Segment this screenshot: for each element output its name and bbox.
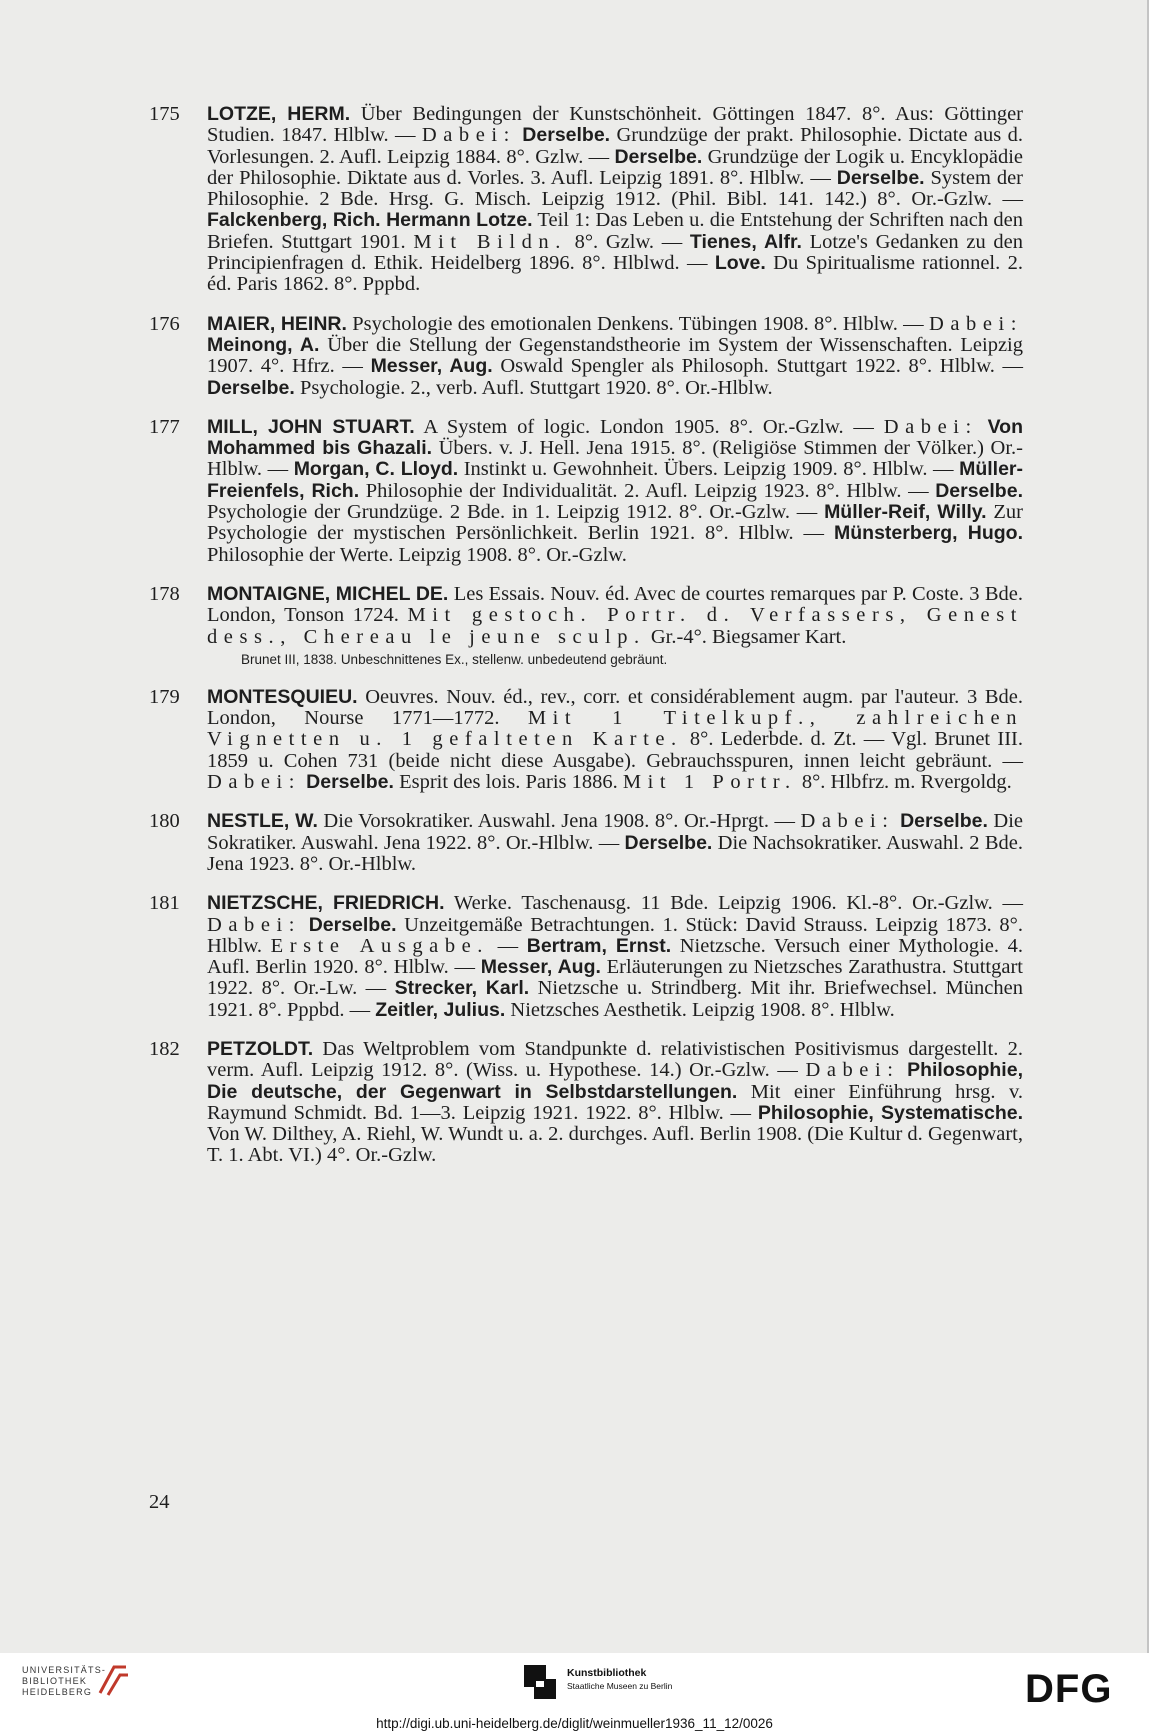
- text-run: Unzeitgemäße Betrachtungen. 1. Stück: David Strauss. Leipzig 1873. 8°. Hlblw.: [207, 913, 1024, 957]
- bold-heading: Strecker, Karl.: [394, 977, 530, 1000]
- lot-number: 179: [149, 685, 180, 708]
- text-run: A System of logic. London 1905. 8°. Or.-Gzlw. —: [414, 415, 884, 438]
- bold-heading: MILL, JOHN STUART.: [207, 415, 415, 438]
- text-run: —: [488, 934, 527, 957]
- bold-heading: Love.: [714, 252, 766, 275]
- bold-heading: Zeitler, Julius.: [375, 998, 506, 1021]
- lot-description: [207, 1039, 1023, 1167]
- spaced-emphasis: Mit 1 Portr.: [622, 771, 797, 794]
- catalog-entry: [149, 417, 1023, 566]
- bold-heading: Müller-Reif, Willy.: [824, 501, 987, 524]
- lot-number: 178: [149, 582, 180, 605]
- text-run: 8°. Lederbde. d. Zt. — Vgl. Brunet III. 1859 u. Cohen 731 (beide nicht diese Ausgabe). Gebrauchsspuren, innen leicht gebräunt. —: [207, 728, 1023, 772]
- text-run: Die Vorsokratiker. Auswahl. Jena 1908. 8°. Or.-Hprgt. —: [317, 810, 801, 833]
- bold-heading: Tienes, Alfr.: [689, 230, 802, 253]
- lot-number: 175: [149, 103, 180, 125]
- lot-number: 182: [149, 1037, 180, 1060]
- text-run: Die Sokratiker. Auswahl. Jena 1922. 8°. Or.-Hlblw. —: [207, 810, 1024, 854]
- catalog-entry: [149, 584, 1023, 669]
- text-run: Übers. v. J. Hell. Jena 1915. 8°. (Religiöse Stimmen der Völker.) Or.-Hlblw. —: [207, 437, 1023, 481]
- bold-heading: Derselbe.: [614, 145, 703, 168]
- spaced-emphasis: Dabei:: [883, 415, 978, 438]
- text-run: Psychologie. 2., verb. Aufl. Stuttgart 1920. 8°. Or.-Hlblw.: [294, 376, 773, 399]
- university-library-logo-text: UNIVERSITÄTS- BIBLIOTHEK HEIDELBERG: [22, 1665, 107, 1697]
- text-run: Du Spiritualisme rationnel. 2. éd. Paris 1862. 8°. Pppbd.: [207, 252, 1023, 296]
- catalog-entry: [149, 1039, 1023, 1167]
- text-run: Nietzsche. Versuch einer Mythologie. 4. Aufl. Berlin 1920. 8°. Hlblw. —: [207, 934, 1023, 979]
- bold-heading: Messer, Aug.: [480, 956, 601, 979]
- text-run: Esprit des lois. Paris 1886.: [393, 771, 623, 794]
- text-run: Werke. Taschenausg. 11 Bde. Leipzig 1906. Kl.-8°. Or.-Gzlw. —: [444, 892, 1023, 915]
- text-run: Teil 1: Das Leben u. die Entstehung der Schriften nach den Briefen. Stuttgart 1901.: [207, 209, 1023, 253]
- spaced-emphasis: Dabei:: [928, 312, 1023, 335]
- text-run: 8°. Hlbfrz. m. Rvergoldg.: [796, 771, 1012, 794]
- bold-heading: LOTZE, HERM.: [207, 103, 351, 125]
- text-run: Nietzsche u. Strindberg. Mit ihr. Briefwechsel. München 1921. 8°. Pppbd. —: [207, 977, 1023, 1021]
- text-run: Das Weltproblem vom Standpunkte d. relativistischen Positivismus dargestellt. 2. verm. Aufl. Leipzig 1912. 8°. (Wiss. u. Hypothese. 14.) Or.-Gzlw. —: [207, 1037, 1023, 1082]
- bold-heading: MONTESQUIEU.: [207, 685, 358, 708]
- text-run: System der Philosophie. 2 Bde. Hrsg. G. Misch. Leipzig 1912. (Phil. Bibl. 141. 142.) 8°. Or.-Gzlw. —: [207, 166, 1023, 211]
- text-run: Erläuterungen zu Nietzsches Zarathustra. Stuttgart 1922. 8°. Or.-Lw. —: [207, 956, 1023, 1000]
- text-run: Grundzüge der prakt. Philosophie. Dictate aus d. Vorlesungen. 2. Aufl. Leipzig 1884. 8°. Gzlw. —: [207, 124, 1023, 168]
- text-run: [978, 416, 988, 438]
- text-run: [301, 914, 309, 936]
- bold-heading: Derselbe.: [522, 124, 611, 147]
- lot-description: [207, 314, 1023, 399]
- text-run: Von W. Dilthey, A. Riehl, W. Wundt u. a. 2. durchges. Aufl. Berlin 1908. (Die Kultur d. Gegenwart, T. 1. Abt. VI.) 4°. Or.-Gzlw.: [207, 1123, 1023, 1167]
- catalog-entry: [149, 687, 1023, 793]
- bold-heading: NIETZSCHE, FRIEDRICH.: [207, 892, 445, 915]
- bold-heading: Philosophie, Die deutsche, der Gegenwart in Selbstdarstellungen.: [207, 1059, 1023, 1103]
- bold-heading: PETZOLDT.: [207, 1037, 314, 1060]
- lot-number: 176: [149, 312, 180, 335]
- spaced-emphasis: Dabei:: [421, 124, 516, 147]
- bold-heading: Münsterberg, Hugo.: [834, 522, 1023, 545]
- bold-heading: MAIER, HEINR.: [207, 312, 347, 335]
- bold-heading: Falckenberg, Rich. Hermann Lotze.: [207, 209, 533, 232]
- text-run: Philosophie der Individualität. 2. Aufl. Leipzig 1923. 8°. Hlblw. —: [359, 479, 936, 502]
- bold-heading: Messer, Aug.: [370, 355, 493, 378]
- spaced-emphasis: Mit gestoch. Portr. d. Verfassers, Genest dess., Chereau le jeune sculp.: [207, 604, 1023, 648]
- lot-description: [207, 893, 1023, 1021]
- text-run: Psychologie der Grundzüge. 2 Bde. in 1. Leipzig 1912. 8°. Or.-Gzlw. —: [207, 501, 825, 524]
- bold-heading: Derselbe.: [836, 166, 925, 189]
- spaced-emphasis: Dabei:: [207, 913, 302, 936]
- university-logo-icon: [96, 1663, 130, 1699]
- bold-heading: NESTLE, W.: [207, 810, 318, 833]
- lot-description: [207, 417, 1023, 566]
- text-run: Oswald Spengler als Philosoph. Stuttgart 1922. 8°. Hlblw. —: [492, 355, 1023, 378]
- text-run: Zur Psychologie der mystischen Persönlichkeit. Berlin 1921. 8°. Hlblw. —: [207, 501, 1023, 545]
- spaced-emphasis: Mit 1 Titelkupf., zahlreichen Vignetten u. 1 gefalteten Karte.: [207, 707, 1023, 751]
- spaced-emphasis: Mit Bildn.: [413, 230, 567, 253]
- catalog-entry: [149, 314, 1023, 399]
- kunstbibliothek-label: Kunstbibliothek Staatliche Museen zu Berlin: [567, 1667, 673, 1691]
- bold-heading: Derselbe.: [306, 771, 394, 794]
- bold-heading: Bertram, Ernst.: [526, 934, 672, 957]
- text-run: Psychologie des emotionalen Denkens. Tübingen 1908. 8°. Hlblw. —: [346, 312, 929, 335]
- lot-description: [207, 687, 1023, 793]
- text-run: Lotze's Gedanken zu den Principienfragen d. Ethik. Heidelberg 1896. 8°. Hlblwd. —: [207, 230, 1023, 275]
- bold-heading: Derselbe.: [624, 831, 713, 854]
- lot-number: 180: [149, 810, 180, 833]
- bold-heading: Derselbe.: [308, 913, 397, 936]
- bold-heading: Philosophie, Systematische.: [757, 1101, 1023, 1124]
- lot-description: [207, 104, 1023, 296]
- spaced-emphasis: Erste Ausgabe.: [270, 934, 489, 957]
- bold-heading: Meinong, A.: [207, 333, 320, 356]
- lot-description: [207, 811, 1023, 875]
- catalog-entries: [149, 104, 1023, 1185]
- bold-heading: Müller-Freienfels, Rich.: [207, 458, 1023, 502]
- lot-description: [207, 584, 1023, 669]
- bold-heading: Derselbe.: [207, 376, 295, 399]
- text-run: Über Bedingungen der Kunstschönheit. Göttingen 1847. 8°. Aus: Göttinger Studien. 1847. Hlblw. —: [207, 103, 1023, 147]
- text-run: Nietzsches Aesthetik. Leipzig 1908. 8°. Hlblw.: [505, 998, 895, 1021]
- spaced-emphasis: Dabei:: [805, 1059, 900, 1082]
- bold-heading: Von Mohammed bis Ghazali.: [207, 415, 1023, 460]
- bibliographic-note: Brunet III, 1838. Unbeschnittenes Ex., stellenw. unbedeutend gebräunt.: [241, 651, 668, 667]
- catalog-entry: [149, 893, 1023, 1021]
- kunstbibliothek-logo-icon: [524, 1665, 558, 1701]
- page-number: 24: [149, 1491, 170, 1513]
- source-url: http://digi.ub.uni-heidelberg.de/diglit/weinmueller1936_11_12/0026: [376, 1716, 773, 1731]
- text-run: Über die Stellung der Gegenstandstheorie im System der Wissenschaften. Leipzig 1907. 4°. Hfrz. —: [207, 333, 1023, 378]
- text-run: Grundzüge der Logik u. Encyklopädie der Philosophie. Diktate aus d. Vorles. 3. Aufl. Leipzig 1891. 8°. Hlblw. —: [207, 145, 1024, 189]
- text-run: Oeuvres. Nouv. éd., rev., corr. et considérablement augm. par l'auteur. 3 Bde. London, Nourse 1771—1772.: [207, 685, 1023, 730]
- catalog-entry: [149, 811, 1023, 875]
- lot-number: 177: [149, 415, 180, 438]
- catalog-entry: [149, 104, 1023, 296]
- text-run: Philosophie der Werte. Leipzig 1908. 8°. Or.-Gzlw.: [207, 543, 627, 566]
- text-run: Mit einer Einführung hrsg. v. Raymund Schmidt. Bd. 1—3. Leipzig 1921. 1922. 8°. Hlblw. —: [207, 1080, 1024, 1124]
- bold-heading: Morgan, C. Lloyd.: [293, 458, 459, 481]
- text-run: Instinkt u. Gewohnheit. Übers. Leipzig 1909. 8°. Hlblw. —: [458, 458, 960, 481]
- bold-heading: Derselbe.: [935, 479, 1023, 502]
- digitization-footer: [0, 1653, 1149, 1735]
- dfg-logo: DFG: [1025, 1667, 1113, 1711]
- text-run: 8°. Gzlw. —: [566, 230, 690, 253]
- bold-heading: Derselbe.: [900, 810, 988, 833]
- text-run: [899, 1059, 907, 1081]
- spaced-emphasis: Dabei:: [207, 771, 302, 794]
- text-run: Gr.-4°. Biegsamer Kart.: [645, 625, 847, 648]
- lot-number: 181: [149, 892, 180, 915]
- text-run: Die Nachsokratiker. Auswahl. 2 Bde. Jena 1923. 8°. Or.-Hlblw.: [207, 831, 1023, 875]
- bold-heading: MONTAIGNE, MICHEL DE.: [207, 582, 449, 605]
- text-run: Les Essais. Nouv. éd. Avec de courtes remarques par P. Coste. 3 Bde. London, Tonson 1724.: [207, 582, 1023, 627]
- spaced-emphasis: Dabei:: [800, 810, 895, 833]
